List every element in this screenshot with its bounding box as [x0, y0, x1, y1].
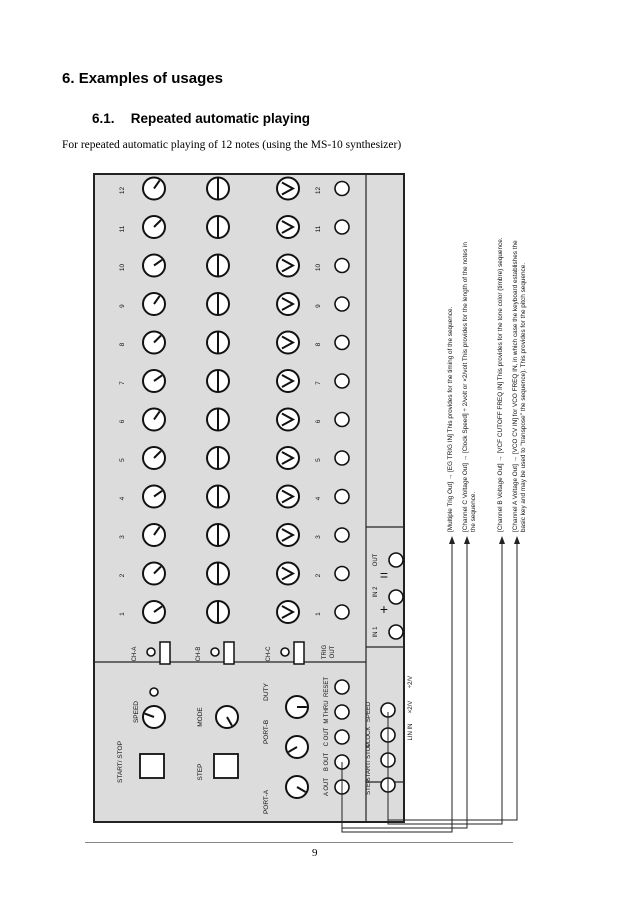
annotation-box-1: [Channel B Voltage Out] → [VCF CUTOFF FREQ IN] This provides for the tone color (timbre) sequence. [497, 237, 504, 532]
step-trig-jack[interactable] [335, 567, 349, 581]
channel-b-knob[interactable] [207, 486, 229, 508]
channel-a-knob[interactable] [143, 216, 165, 238]
step-trig-jack[interactable] [335, 182, 349, 196]
channel-c-knob-body [277, 486, 299, 508]
channel-a-knob[interactable] [143, 409, 165, 431]
mode-label: MODE [197, 707, 204, 727]
speed-knob[interactable] [143, 706, 165, 728]
step-number-left: 12 [119, 186, 126, 195]
in1-jack[interactable] [389, 625, 403, 639]
speed-label: SPEED [133, 700, 140, 724]
channel-b-knob[interactable] [207, 332, 229, 354]
annotation-continuation: basic key and may be used to "transpose" the sequence). This provides for the pitch sequence. [520, 262, 527, 532]
step-button[interactable] [214, 754, 238, 778]
duty-label: DUTY [263, 683, 270, 701]
channel-c-knob[interactable] [277, 216, 299, 238]
channel-a-knob[interactable] [143, 293, 165, 315]
channel-label: CH-B [196, 646, 202, 662]
channel-b-knob[interactable] [207, 409, 229, 431]
channel-led[interactable] [147, 648, 155, 656]
step-number-left: 5 [119, 458, 126, 462]
channel-c-knob[interactable] [277, 486, 299, 508]
port-b-knob[interactable] [286, 736, 308, 758]
channel-switch[interactable] [294, 642, 304, 664]
jack-label: ×2/V [408, 700, 414, 714]
subsection-heading [92, 111, 310, 126]
channel-led[interactable] [211, 648, 219, 656]
jack-label: C OUT [324, 727, 330, 747]
sequencer-figure [92, 172, 536, 844]
channel-c-knob-body [277, 255, 299, 277]
step-trig-jack[interactable] [335, 220, 349, 234]
subsection-title: Repeated automatic playing [130, 111, 311, 126]
channel-switch[interactable] [160, 642, 170, 664]
channel-a-knob[interactable] [143, 486, 165, 508]
step-number-left: 3 [119, 535, 126, 539]
step-number-right: 11 [315, 225, 322, 233]
step-number-right: 8 [315, 342, 322, 347]
intro-paragraph: For repeated automatic playing of 12 notes (using the MS-10 synthesizer) [62, 139, 402, 151]
step-number-right: 4 [315, 496, 322, 501]
section-title: Examples of usages [78, 70, 223, 87]
channel-c-knob[interactable] [277, 332, 299, 354]
channel-a-knob[interactable] [143, 370, 165, 392]
channel-c-knob[interactable] [277, 409, 299, 431]
panel-body [94, 174, 404, 822]
port-a-knob[interactable] [286, 776, 308, 798]
jack-label: RESET [324, 676, 330, 698]
jack-label: CLOCK [366, 726, 372, 748]
annotation-box-1: [Channel C Voltage Out] → [Clock Speed] ÷ 2/volt or ×2/volt This provides for the length of the notes in [462, 242, 469, 532]
patch-cable [388, 540, 502, 824]
channel-a-knob[interactable] [143, 563, 165, 585]
channel-c-knob-body [277, 370, 299, 392]
cable-arrowhead [464, 536, 470, 544]
channel-c-knob-body [277, 563, 299, 585]
jack-label: A OUT [324, 777, 330, 797]
step-number-left: 10 [119, 263, 126, 272]
step-trig-jack[interactable] [335, 528, 349, 542]
cable-arrowhead [449, 536, 455, 544]
step-number-left: 11 [119, 225, 126, 233]
channel-c-knob-body [277, 332, 299, 354]
subsection-number: 6.1. [92, 111, 115, 126]
jack-2[interactable] [335, 730, 349, 744]
channel-led[interactable] [281, 648, 289, 656]
jack-3[interactable] [335, 705, 349, 719]
jack-label: LIN IN [408, 723, 414, 741]
step-trig-jack[interactable] [335, 413, 349, 427]
speed-led[interactable] [150, 688, 158, 696]
section-number: 6. [62, 70, 75, 87]
channel-b-knob[interactable] [207, 370, 229, 392]
trig-out-label: OUT [330, 645, 336, 659]
channel-b-knob[interactable] [207, 293, 229, 315]
jack-4[interactable] [335, 680, 349, 694]
channel-c-knob[interactable] [277, 563, 299, 585]
channel-c-knob-body [277, 178, 299, 200]
cable-arrowhead [514, 536, 520, 544]
channel-c-knob[interactable] [277, 293, 299, 315]
channel-b-knob[interactable] [207, 601, 229, 623]
duty-knob[interactable] [286, 696, 308, 718]
step-number-right: 1 [315, 612, 322, 616]
sequencer-diagram [92, 172, 536, 844]
step-trig-jack[interactable] [335, 451, 349, 465]
port-b-label: PORT-B [263, 719, 270, 745]
channel-c-knob-body [277, 524, 299, 546]
channel-a-knob[interactable] [143, 255, 165, 277]
step-number-left: 8 [119, 342, 126, 347]
step-number-right: 3 [315, 535, 322, 539]
annotation-box-1: [Multiple Trig Out] → [EG TRIG IN] This provides for the timing of the sequence. [447, 306, 454, 532]
step-number-right: 5 [315, 458, 322, 462]
channel-label: CH-A [132, 646, 138, 662]
step-number-left: 1 [119, 612, 126, 616]
step-number-right: 7 [315, 381, 322, 385]
step-number-left: 9 [119, 304, 126, 308]
annotation [447, 306, 454, 532]
step-number-right: 6 [315, 419, 322, 424]
channel-c-knob-body [277, 409, 299, 431]
in1-label: IN 1 [373, 626, 379, 638]
step-trig-jack[interactable] [335, 336, 349, 350]
channel-b-knob[interactable] [207, 447, 229, 469]
channel-b-knob[interactable] [207, 563, 229, 585]
out-label: OUT [373, 553, 379, 567]
step-number-right: 9 [315, 304, 322, 308]
mode-knob[interactable] [216, 706, 238, 728]
step-number-left: 6 [119, 419, 126, 424]
channel-c-knob[interactable] [277, 447, 299, 469]
jack-label: B OUT [324, 752, 330, 772]
channel-c-knob[interactable] [277, 178, 299, 200]
step-number-left: 4 [119, 496, 126, 501]
annotation [512, 240, 527, 532]
annotation [497, 237, 504, 532]
channel-c-knob-body [277, 601, 299, 623]
section-heading [62, 70, 223, 87]
channel-a-knob[interactable] [143, 447, 165, 469]
channel-b-knob[interactable] [207, 216, 229, 238]
step-label: STEP [197, 763, 204, 781]
step-number-right: 2 [315, 573, 322, 578]
channel-a-knob[interactable] [143, 332, 165, 354]
step-number-left: 7 [119, 381, 126, 385]
annotation-continuation: the sequence. [470, 491, 477, 532]
channel-c-knob-body [277, 293, 299, 315]
annotation-box-1: [Channel A Voltage Out] → [VCO CV IN] for VCO FREQ IN, in which case the keyboard establishes the [512, 240, 519, 532]
jack-label: ÷2/V [408, 675, 414, 689]
equals-symbol: = [379, 567, 389, 583]
channel-a-knob[interactable] [143, 178, 165, 200]
cable-arrowhead [499, 536, 505, 544]
step-number-right: 10 [315, 263, 322, 272]
channel-switch[interactable] [224, 642, 234, 664]
step-number-left: 2 [119, 573, 126, 578]
out-jack[interactable] [389, 553, 403, 567]
plus-symbol: + [379, 601, 389, 617]
in2-label: IN 2 [373, 586, 379, 598]
step-trig-jack[interactable] [335, 297, 349, 311]
channel-c-knob-body [277, 216, 299, 238]
channel-c-knob[interactable] [277, 370, 299, 392]
channel-b-knob[interactable] [207, 178, 229, 200]
channel-c-knob[interactable] [277, 255, 299, 277]
step-trig-jack[interactable] [335, 490, 349, 504]
channel-c-knob[interactable] [277, 524, 299, 546]
port-a-label: PORT-A [263, 789, 270, 815]
jack-label: STEP [366, 779, 372, 795]
channel-a-knob[interactable] [143, 601, 165, 623]
jack-label: SPEED [366, 701, 372, 723]
start-stop-button[interactable] [140, 754, 164, 778]
step-trig-jack[interactable] [335, 259, 349, 273]
jack-label: M THRU [324, 700, 330, 724]
step-trig-jack[interactable] [335, 605, 349, 619]
channel-a-knob[interactable] [143, 524, 165, 546]
step-number-right: 12 [315, 186, 322, 195]
step-trig-jack[interactable] [335, 374, 349, 388]
page-number: 9 [312, 847, 318, 859]
trig-out-label: TRIG [322, 644, 328, 660]
jack-label: START/ STOP [366, 742, 372, 782]
in2-jack[interactable] [389, 590, 403, 604]
channel-label: CH-C [266, 646, 272, 662]
footer-rule [85, 842, 513, 843]
channel-b-knob[interactable] [207, 524, 229, 546]
channel-c-knob-body [277, 447, 299, 469]
annotation [462, 242, 477, 532]
channel-b-knob[interactable] [207, 255, 229, 277]
channel-c-knob[interactable] [277, 601, 299, 623]
start-stop-label: START/ STOP [117, 741, 124, 783]
